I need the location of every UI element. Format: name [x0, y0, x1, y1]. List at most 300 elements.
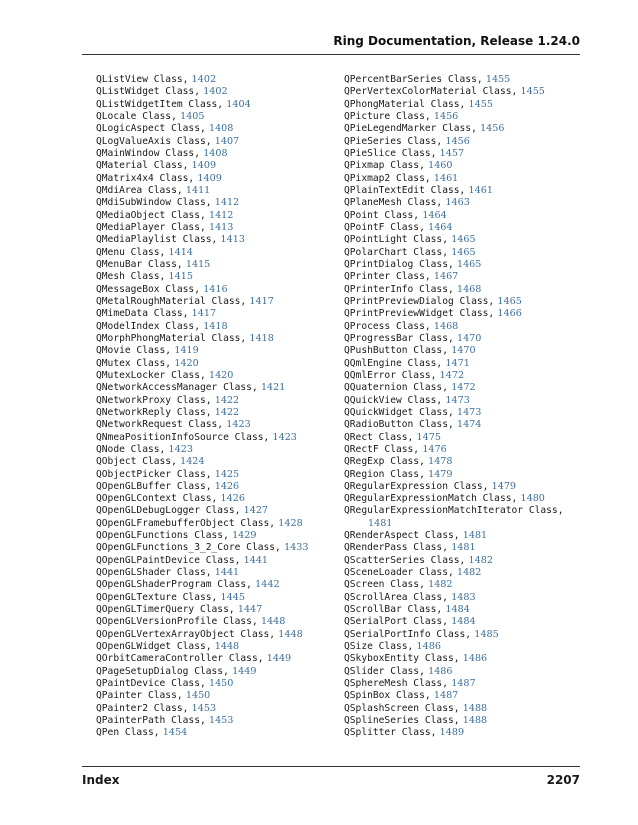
index-entry-name: QScrollArea Class,: [344, 591, 448, 603]
index-page-link[interactable]: 1467: [433, 271, 459, 283]
index-page-link[interactable]: 1450: [185, 690, 211, 702]
index-page-link[interactable]: 1465: [497, 295, 522, 307]
index-page-link[interactable]: 1454: [162, 727, 188, 739]
index-entry: [344, 678, 586, 690]
footer-section-label: Index: [82, 773, 120, 787]
index-entry-name: QMainWindow Class,: [96, 147, 200, 159]
index-page-link[interactable]: 1473: [456, 406, 482, 418]
index-page-link[interactable]: 1417: [191, 308, 217, 320]
index-page-link[interactable]: 1449: [232, 665, 257, 677]
index-entry-name: QMaterial Class,: [96, 160, 189, 172]
index-page-link[interactable]: 1413: [208, 221, 234, 233]
index-page-link[interactable]: 1420: [174, 357, 199, 369]
index-page-link[interactable]: 1479: [491, 480, 517, 492]
index-entry: [96, 370, 356, 382]
index-page-link[interactable]: 1488: [462, 702, 488, 714]
index-entry-name: QMovie Class,: [96, 345, 172, 357]
index-entry: [96, 419, 356, 431]
index-entry-name: QMediaPlaylist Class,: [96, 234, 218, 246]
index-page-link[interactable]: 1448: [278, 628, 303, 640]
index-entry: [96, 530, 356, 542]
index-entry: [96, 653, 356, 665]
index-entry-name: QPainter2 Class,: [96, 702, 189, 714]
index-page-link[interactable]: 1415: [185, 258, 211, 270]
index-page-link[interactable]: 1464: [428, 221, 453, 233]
index-entry: [344, 629, 586, 641]
index-entry: [96, 247, 356, 259]
index-page-link[interactable]: 1412: [214, 197, 240, 209]
index-entry-name: QProcess Class,: [344, 320, 431, 332]
index-entry-name: QMediaPlayer Class,: [96, 221, 206, 233]
index-page-link[interactable]: 1418: [203, 320, 228, 332]
index-page-link[interactable]: 1470: [451, 345, 476, 357]
index-entry-name: QPen Class,: [96, 727, 160, 739]
index-entry-name: QPieSlice Class,: [344, 147, 437, 159]
index-entry: [344, 616, 586, 628]
index-entry: [344, 592, 586, 604]
index-entry: [96, 641, 356, 653]
index-page-link[interactable]: 1488: [462, 715, 488, 727]
index-entry: [96, 148, 356, 160]
index-page-link[interactable]: 1468: [433, 320, 459, 332]
index-entry: [96, 592, 356, 604]
index-entry-name: QMimeData Class,: [96, 308, 189, 320]
index-page-link[interactable]: 1423: [272, 431, 297, 443]
index-entry-name: QPoint Class,: [344, 209, 420, 221]
index-page-link[interactable]: 1475: [416, 431, 441, 443]
index-page-link[interactable]: 1482: [456, 567, 482, 579]
index-entry-name: QOpenGLFunctions_3_2_Core Class,: [96, 542, 281, 554]
index-entry: [344, 271, 586, 283]
index-page-link[interactable]: 1466: [497, 308, 522, 320]
index-entry: [96, 234, 356, 246]
index-page-link[interactable]: 1482: [428, 579, 453, 591]
index-entry: [344, 148, 586, 160]
index-page-link[interactable]: 1445: [220, 591, 245, 603]
index-entry: [344, 333, 586, 345]
index-page-link[interactable]: 1409: [197, 172, 222, 184]
index-entry: [96, 111, 356, 123]
index-entry-name: QRenderPass Class,: [344, 542, 448, 554]
index-entry-name: QMutexLocker Class,: [96, 369, 206, 381]
index-entry: [96, 382, 356, 394]
index-entry: [96, 358, 356, 370]
index-entry-name: QMutex Class,: [96, 357, 172, 369]
index-page-link[interactable]: 1402: [191, 74, 217, 85]
index-entry: [96, 74, 356, 86]
index-entry: [344, 247, 586, 259]
index-page-link[interactable]: 1441: [243, 554, 269, 566]
index-entry: [344, 234, 586, 246]
index-page-link[interactable]: 1465: [456, 258, 482, 270]
index-entry: [344, 542, 586, 554]
index-entry-name: QQuaternion Class,: [344, 382, 448, 394]
index-page-link[interactable]: 1408: [203, 147, 228, 159]
index-page-link[interactable]: 1456: [445, 135, 470, 147]
index-entry: [96, 469, 356, 481]
index-page-link[interactable]: 1486: [462, 653, 488, 665]
index-entry: [96, 160, 356, 172]
index-page-link[interactable]: 1479: [428, 468, 453, 480]
index-entry-name: QOpenGLDebugLogger Class,: [96, 505, 241, 517]
index-entry-name: QRenderAspect Class,: [344, 530, 460, 542]
index-page-link[interactable]: 1408: [208, 123, 234, 135]
index-entry-name: QMorphPhongMaterial Class,: [96, 332, 247, 344]
index-entry-name: QScrollBar Class,: [344, 604, 443, 616]
index-entry-name: QSize Class,: [344, 641, 414, 653]
index-entry-name: QLocale Class,: [96, 110, 177, 122]
index-entry-name: QScatterSeries Class,: [344, 554, 466, 566]
index-entry: [344, 210, 586, 222]
index-entry-name: QQmlEngine Class,: [344, 357, 443, 369]
index-page-link[interactable]: 1420: [208, 369, 234, 381]
index-entry: [96, 493, 356, 505]
index-page-link[interactable]: 1476: [422, 443, 447, 455]
index-entry-name: QPieLegendMarker Class,: [344, 123, 477, 135]
index-entry: [344, 481, 586, 493]
index-page-link[interactable]: 1453: [191, 702, 217, 714]
index-page-link[interactable]: 1468: [456, 283, 482, 295]
index-entry-name: QRadioButton Class,: [344, 419, 454, 431]
index-page-link[interactable]: 1483: [451, 591, 476, 603]
index-entry-name: QPaintDevice Class,: [96, 678, 206, 690]
index-entry: [96, 678, 356, 690]
index-page-link[interactable]: 1456: [480, 123, 505, 135]
index-entry: [344, 703, 586, 715]
index-entry: [96, 456, 356, 468]
index-entry-name: QOpenGLFramebufferObject Class,: [96, 517, 276, 529]
index-entry: [344, 185, 586, 197]
index-entry-name: QPrintPreviewDialog Class,: [344, 295, 495, 307]
index-entry-name: QPolarChart Class,: [344, 246, 448, 258]
index-page-link[interactable]: 1460: [428, 160, 453, 172]
index-entry-name: QMdiSubWindow Class,: [96, 197, 212, 209]
index-entry-name: QQuickWidget Class,: [344, 406, 454, 418]
index-entry: [96, 395, 356, 407]
index-page-link[interactable]: 1481: [451, 542, 476, 554]
index-page-link[interactable]: 1417: [249, 295, 274, 307]
index-entry-name: QListView Class,: [96, 74, 189, 85]
index-page-link[interactable]: 1424: [180, 456, 205, 468]
index-page-link[interactable]: 1449: [266, 653, 292, 665]
index-entry: [344, 321, 586, 333]
index-page-link[interactable]: 1402: [203, 86, 228, 98]
index-entry-name: QMdiArea Class,: [96, 184, 183, 196]
index-entry-name: QNetworkAccessManager Class,: [96, 382, 258, 394]
index-entry-name: QRectF Class,: [344, 443, 420, 455]
index-entry-name: QPointLight Class,: [344, 234, 448, 246]
index-page-link[interactable]: 1426: [220, 493, 245, 505]
index-entry-name: QOpenGLContext Class,: [96, 493, 218, 505]
index-page-link[interactable]: 1473: [445, 394, 470, 406]
index-page-link[interactable]: 1426: [214, 480, 240, 492]
index-entry-name: QMesh Class,: [96, 271, 166, 283]
index-entry: [96, 727, 356, 739]
index-entry: [96, 567, 356, 579]
index-entry-name: QNetworkReply Class,: [96, 406, 212, 418]
index-entry-name: QPainterPath Class,: [96, 715, 206, 727]
index-page-link[interactable]: 1482: [468, 554, 493, 566]
index-entry: [344, 555, 586, 567]
index-page-link[interactable]: 1405: [180, 110, 205, 122]
index-page-link[interactable]: 1411: [185, 184, 211, 196]
index-entry: [344, 469, 586, 481]
index-entry: [96, 432, 356, 444]
index-page-link[interactable]: 1442: [255, 579, 280, 591]
index-page-link[interactable]: 1465: [451, 234, 476, 246]
index-entry-name: QMediaObject Class,: [96, 209, 206, 221]
index-entry-name: QPercentBarSeries Class,: [344, 74, 483, 85]
index-page-link[interactable]: 1465: [451, 246, 476, 258]
index-entry-name: QOpenGLVersionProfile Class,: [96, 616, 258, 628]
index-entry: [344, 727, 586, 739]
index-entry: [344, 382, 586, 394]
index-page-link[interactable]: 1412: [208, 209, 234, 221]
index-entry-name: QOpenGLWidget Class,: [96, 641, 212, 653]
footer-page-number: 2207: [546, 773, 580, 787]
index-page-link[interactable]: 1419: [174, 345, 199, 357]
index-page-link[interactable]: 1423: [226, 419, 251, 431]
index-entry: [96, 185, 356, 197]
index-page-link[interactable]: 1425: [214, 468, 240, 480]
index-entry: [96, 136, 356, 148]
index-entry: [344, 173, 586, 185]
index-entry-name: QSerialPort Class,: [344, 616, 448, 628]
index-entry-name: QPieSeries Class,: [344, 135, 443, 147]
index-page-link[interactable]: 1450: [208, 678, 234, 690]
index-page-link[interactable]: 1478: [428, 456, 453, 468]
index-entry: [344, 407, 586, 419]
index-page-link[interactable]: 1461: [433, 172, 459, 184]
index-entry-name: QScreen Class,: [344, 579, 425, 591]
index-entry-name: QListWidget Class,: [96, 86, 200, 98]
index-page-link[interactable]: 1453: [208, 715, 234, 727]
index-entry-name: QRegularExpressionMatchIterator Class,: [344, 505, 564, 517]
index-page-link[interactable]: 1427: [243, 505, 269, 517]
index-page-link[interactable]: 1416: [203, 283, 228, 295]
index-entry-name: QOrbitCameraController Class,: [96, 653, 264, 665]
index-page-link[interactable]: 1489: [439, 727, 465, 739]
index-column-right: [344, 74, 586, 740]
index-entry-name: QSkyboxEntity Class,: [344, 653, 460, 665]
index-page-link[interactable]: 1448: [214, 641, 240, 653]
index-entry: [344, 567, 586, 579]
index-page-link[interactable]: 1455: [468, 98, 493, 110]
index-entry: [96, 321, 356, 333]
index-page-link[interactable]: 1486: [416, 641, 441, 653]
index-entry: [96, 308, 356, 320]
index-entry-name: QOpenGLTexture Class,: [96, 591, 218, 603]
index-entry: [344, 345, 586, 357]
index-entry-name: QSceneLoader Class,: [344, 567, 454, 579]
index-entry: [96, 505, 356, 517]
index-entry-name: QRegularExpressionMatch Class,: [344, 493, 518, 505]
index-page-link[interactable]: 1422: [214, 394, 240, 406]
index-entry: [96, 197, 356, 209]
index-page-link[interactable]: 1456: [433, 110, 459, 122]
index-entry: [344, 284, 586, 296]
index-entry-name: QQuickView Class,: [344, 394, 443, 406]
index-entry: [344, 222, 586, 234]
index-entry: [96, 99, 356, 111]
index-entry-name: QPointF Class,: [344, 221, 425, 233]
index-entry: [96, 604, 356, 616]
index-page-link[interactable]: 1415: [168, 271, 193, 283]
index-page-link[interactable]: 1409: [191, 160, 217, 172]
index-page-link[interactable]: 1457: [439, 147, 465, 159]
index-entry: [344, 456, 586, 468]
index-entry: [96, 210, 356, 222]
index-page-link[interactable]: 1433: [284, 542, 309, 554]
index-entry-name: QMatrix4x4 Class,: [96, 172, 195, 184]
index-entry: [344, 296, 586, 308]
index-entry: [96, 407, 356, 419]
index-entry-name: QQmlError Class,: [344, 369, 437, 381]
index-page-link[interactable]: 1487: [433, 690, 459, 702]
index-entry-name: QOpenGLShader Class,: [96, 567, 212, 579]
index-entry-name: QSphereMesh Class,: [344, 678, 448, 690]
index-entry: [344, 358, 586, 370]
index-entry-name: QPlainTextEdit Class,: [344, 184, 466, 196]
index-page-link[interactable]: 1485: [474, 628, 499, 640]
index-entry-name: QObject Class,: [96, 456, 177, 468]
index-page-link[interactable]: 1474: [456, 419, 482, 431]
index-page-link[interactable]: 1441: [214, 567, 240, 579]
index-entry-name: QOpenGLBuffer Class,: [96, 480, 212, 492]
index-entry-name: QMenu Class,: [96, 246, 166, 258]
index-entry: [344, 419, 586, 431]
index-entry: [344, 666, 586, 678]
index-page-link[interactable]: 1472: [439, 369, 465, 381]
index-entry-name: QSpinBox Class,: [344, 690, 431, 702]
index-entry: [344, 444, 586, 456]
index-page-link[interactable]: 1407: [214, 135, 240, 147]
index-entry: [344, 690, 586, 702]
index-entry: [344, 653, 586, 665]
index-page-link[interactable]: 1404: [226, 98, 251, 110]
index-entry-name: QNetworkRequest Class,: [96, 419, 224, 431]
index-entry-name: QPrintPreviewWidget Class,: [344, 308, 495, 320]
index-entry-name: QOpenGLFunctions Class,: [96, 530, 229, 542]
index-entry-name: QOpenGLTimerQuery Class,: [96, 604, 235, 616]
index-entry-name: QPixmap2 Class,: [344, 172, 431, 184]
index-entry: [96, 296, 356, 308]
index-entry: [96, 616, 356, 628]
index-entry: [344, 197, 586, 209]
index-page-link[interactable]: 1413: [220, 234, 245, 246]
index-entry: [344, 74, 586, 86]
index-entry-name: QOpenGLShaderProgram Class,: [96, 579, 252, 591]
index-page-link[interactable]: 1429: [232, 530, 257, 542]
index-entry-name: QProgressBar Class,: [344, 332, 454, 344]
index-page-link[interactable]: 1447: [237, 604, 263, 616]
index-entry: [96, 481, 356, 493]
index-page-link[interactable]: 1463: [445, 197, 470, 209]
index-page-link[interactable]: 1471: [445, 357, 470, 369]
index-entry-name: QSplashScreen Class,: [344, 702, 460, 714]
index-page-link[interactable]: 1481: [462, 530, 488, 542]
index-entry-name: QSerialPortInfo Class,: [344, 628, 472, 640]
index-page-link[interactable]: 1422: [214, 406, 240, 418]
index-entry-name: QSlider Class,: [344, 665, 425, 677]
index-entry-name: QSplitter Class,: [344, 727, 437, 739]
index-entry-name: QPicture Class,: [344, 110, 431, 122]
index-entry: [344, 604, 586, 616]
index-entry: [96, 173, 356, 185]
index-entry: [96, 271, 356, 283]
index-page-link[interactable]: 1486: [428, 665, 453, 677]
index-page-link[interactable]: 1455: [485, 74, 511, 85]
index-entry: [344, 308, 586, 320]
index-entry: [96, 284, 356, 296]
index-entry: [344, 370, 586, 382]
index-entry-name: QLogicAspect Class,: [96, 123, 206, 135]
index-entry: [344, 505, 586, 530]
index-entry-name: QObjectPicker Class,: [96, 468, 212, 480]
index-entry-name: QPageSetupDialog Class,: [96, 665, 229, 677]
index-entry-name: QNmeaPositionInfoSource Class,: [96, 431, 270, 443]
index-entry: [96, 715, 356, 727]
index-page-link[interactable]: 1418: [249, 332, 274, 344]
index-entry-name: QPerVertexColorMaterial Class,: [344, 86, 518, 98]
index-entry-name: QPrintDialog Class,: [344, 258, 454, 270]
index-entry: [344, 530, 586, 542]
index-entry-name: QPrinterInfo Class,: [344, 283, 454, 295]
index-entry: [344, 99, 586, 111]
index-entry-name: QOpenGLPaintDevice Class,: [96, 554, 241, 566]
index-page-link[interactable]: 1423: [168, 443, 193, 455]
index-entry: [96, 555, 356, 567]
index-page-link[interactable]: 1480: [520, 493, 545, 505]
index-entry: [344, 432, 586, 444]
header-rule: [82, 54, 580, 55]
index-entry-name: QPrinter Class,: [344, 271, 431, 283]
index-entry-name: QNode Class,: [96, 443, 166, 455]
index-page-link[interactable]: 1472: [451, 382, 476, 394]
index-entry-name: QPixmap Class,: [344, 160, 425, 172]
index-entry: [96, 703, 356, 715]
index-entry: [344, 715, 586, 727]
index-page-link[interactable]: 1455: [520, 86, 545, 98]
index-page-link[interactable]: 1484: [451, 616, 476, 628]
index-entry: [96, 333, 356, 345]
index-entry: [344, 493, 586, 505]
index-page-link[interactable]: 1481: [368, 517, 393, 529]
index-column-left: [96, 74, 356, 740]
index-entry: [344, 259, 586, 271]
footer-rule: [82, 766, 580, 767]
index-entry-name: QPlaneMesh Class,: [344, 197, 443, 209]
index-entry-name: QNetworkProxy Class,: [96, 394, 212, 406]
index-page-link[interactable]: 1487: [451, 678, 476, 690]
index-entry: [96, 444, 356, 456]
index-entry: [344, 86, 586, 98]
index-page-link[interactable]: 1421: [260, 382, 286, 394]
index-entry: [96, 666, 356, 678]
index-entry: [96, 579, 356, 591]
index-page-link[interactable]: 1484: [445, 604, 470, 616]
index-page-link[interactable]: 1470: [456, 332, 482, 344]
index-page-link[interactable]: 1428: [278, 517, 303, 529]
index-page-link[interactable]: 1448: [260, 616, 286, 628]
index-page-link[interactable]: 1461: [468, 184, 493, 196]
index-page-link[interactable]: 1414: [168, 246, 193, 258]
index-entry-name: QMessageBox Class,: [96, 283, 200, 295]
index-entry-name: QPushButton Class,: [344, 345, 448, 357]
index-page-link[interactable]: 1464: [422, 209, 447, 221]
index-entry-name: QOpenGLVertexArrayObject Class,: [96, 628, 276, 640]
index-entry-name: QLogValueAxis Class,: [96, 135, 212, 147]
